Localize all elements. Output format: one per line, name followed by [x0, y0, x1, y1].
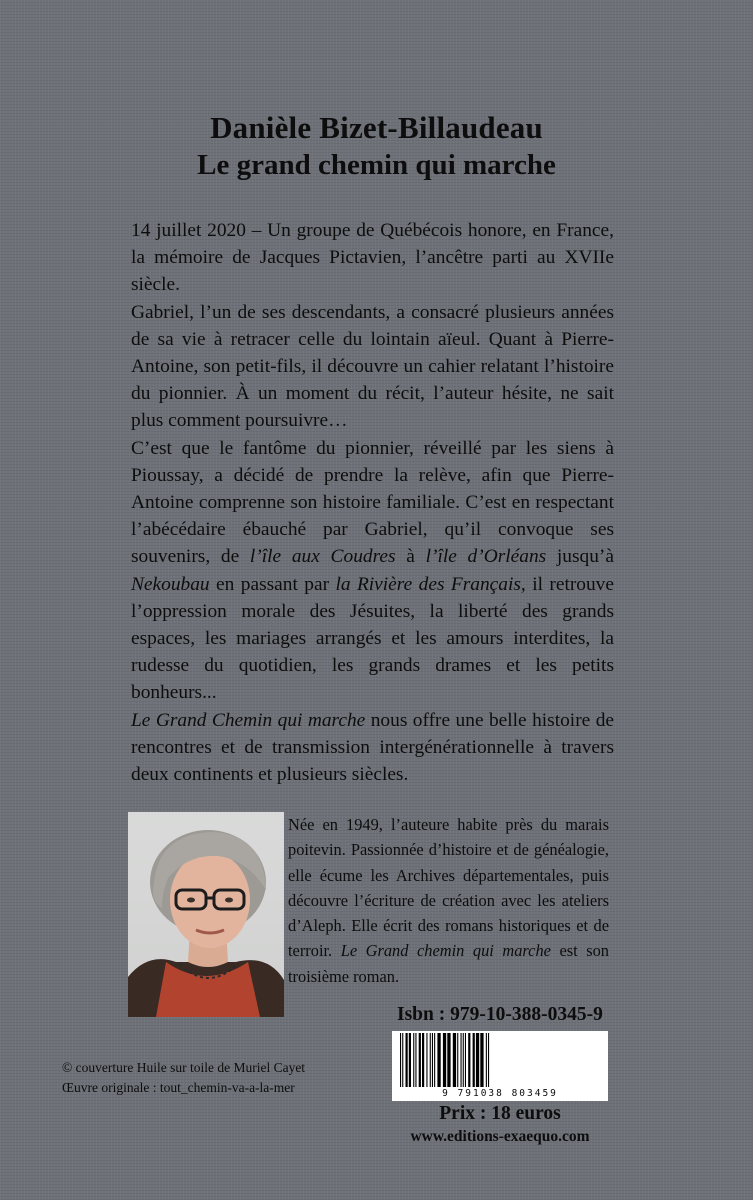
- barcode-bars: [392, 1031, 608, 1089]
- barcode-bar: [476, 1033, 479, 1087]
- barcode-bar: [402, 1033, 403, 1087]
- barcode-bar: [422, 1033, 424, 1087]
- barcode-bar: [447, 1033, 450, 1087]
- barcode-bar: [406, 1033, 408, 1087]
- barcode-bar: [400, 1033, 401, 1087]
- barcode-bar: [463, 1033, 464, 1087]
- barcode-bar: [432, 1033, 433, 1087]
- bio-text: Née en 1949, l’auteure habite près du marais poitevin. Passionnée d’histoire et de généalogie, elle écume les Archives départementales, puis découvre l’écriture de création avec les ateliers d’Aleph. Elle écrit des romans historiques et de terroir.: [288, 815, 609, 961]
- summary-paragraph: [131, 707, 614, 789]
- place-name: l’île aux Coudres: [249, 546, 396, 568]
- summary-text-run: à: [395, 546, 426, 568]
- barcode-bar: [430, 1033, 431, 1087]
- credit-line: Œuvre originale : tout_chemin-va-a-la-mer: [62, 1080, 295, 1095]
- summary-text-run: en passant par: [209, 573, 336, 595]
- summary-text: [131, 217, 614, 788]
- barcode-bar: [468, 1033, 470, 1087]
- author-photo: [128, 812, 284, 1017]
- summary-paragraph: [131, 435, 614, 707]
- place-name: Nekoubau: [131, 573, 210, 595]
- barcode-bar: [419, 1033, 421, 1087]
- summary-text-run: nous offre une belle histoire de rencontres et de transmission intergénérationnelle à travers deux continents et plusieurs siècles.: [131, 709, 614, 786]
- publisher-website: www.editions-exaequo.com: [410, 1128, 590, 1145]
- book-title-italic: Le Grand Chemin qui marche: [131, 709, 366, 731]
- barcode-bar: [488, 1033, 489, 1087]
- barcode-bar: [434, 1033, 435, 1087]
- barcode-bar: [473, 1033, 475, 1087]
- barcode-bar: [409, 1033, 411, 1087]
- cover-credit: [62, 1058, 305, 1098]
- barcode-bar: [453, 1033, 456, 1087]
- barcode-bar: [443, 1033, 446, 1087]
- author-bio: [288, 812, 609, 989]
- author-portrait-image: [128, 812, 284, 1017]
- summary-text-run: , il retrouve l’oppression morale des Jésuites, la liberté des grands espaces, les mariages arrangés et les amours interdites, la rudesse du quotidien, les grands drames et les petits bonheurs...: [131, 573, 614, 704]
- barcode-bar: [461, 1033, 462, 1087]
- credit-line: © couverture Huile sur toile de Muriel Cayet: [62, 1060, 306, 1075]
- barcode-bar: [465, 1033, 466, 1087]
- price-label: Prix : 18 euros: [439, 1103, 561, 1124]
- summary-paragraph: 14 juillet 2020 – Un groupe de Québécois honore, en France, la mémoire de Jacques Pictavien, l’ancêtre parti au XVIIe siècle.: [131, 220, 614, 296]
- title-block: [0, 110, 753, 182]
- barcode-digits: 9 791038 803459: [392, 1087, 608, 1101]
- barcode-bar: [426, 1033, 427, 1087]
- bio-text-end: est son troisième roman.: [288, 941, 609, 986]
- place-name: la Rivière des Français: [335, 573, 521, 595]
- place-name: l’île d’Orléans: [425, 546, 547, 568]
- barcode-bar: [437, 1033, 440, 1087]
- summary-paragraph: Gabriel, l’un de ses descendants, a consacré plusieurs années de sa vie à retracer celle du lointain aïeul. Quant à Pierre-Antoine, son petit-fils, il découvre un cahier relatant l’histoire du pionnier. À un moment du récit, l’auteur hésite, ne sait plus comment poursuivre…: [131, 301, 614, 432]
- bio-paragraph: [288, 812, 609, 989]
- book-title: Le grand chemin qui marche: [197, 149, 556, 181]
- barcode-bar: [486, 1033, 487, 1087]
- barcode-bar: [413, 1033, 414, 1087]
- bio-book-title: Le Grand chemin qui marche: [340, 941, 551, 961]
- summary-text-run: C’est que le fantôme du pionnier, réveillé par les siens à Pioussay, a décidé de prendre la relève, afin que Pierre-Antoine comprenne son histoire familiale. C’est en respectant l’abécédaire ébauché par Gabriel, qu’il convoque ses souvenirs, de: [131, 437, 614, 568]
- barcode-bar: [457, 1033, 458, 1087]
- barcode-bar: [480, 1033, 483, 1087]
- author-name: Danièle Bizet-Billaudeau: [210, 110, 543, 145]
- isbn-label: Isbn : 979-10-388-0345-9: [397, 1004, 603, 1025]
- barcode-bar: [415, 1033, 416, 1087]
- summary-text-run: jusqu’à: [546, 546, 614, 568]
